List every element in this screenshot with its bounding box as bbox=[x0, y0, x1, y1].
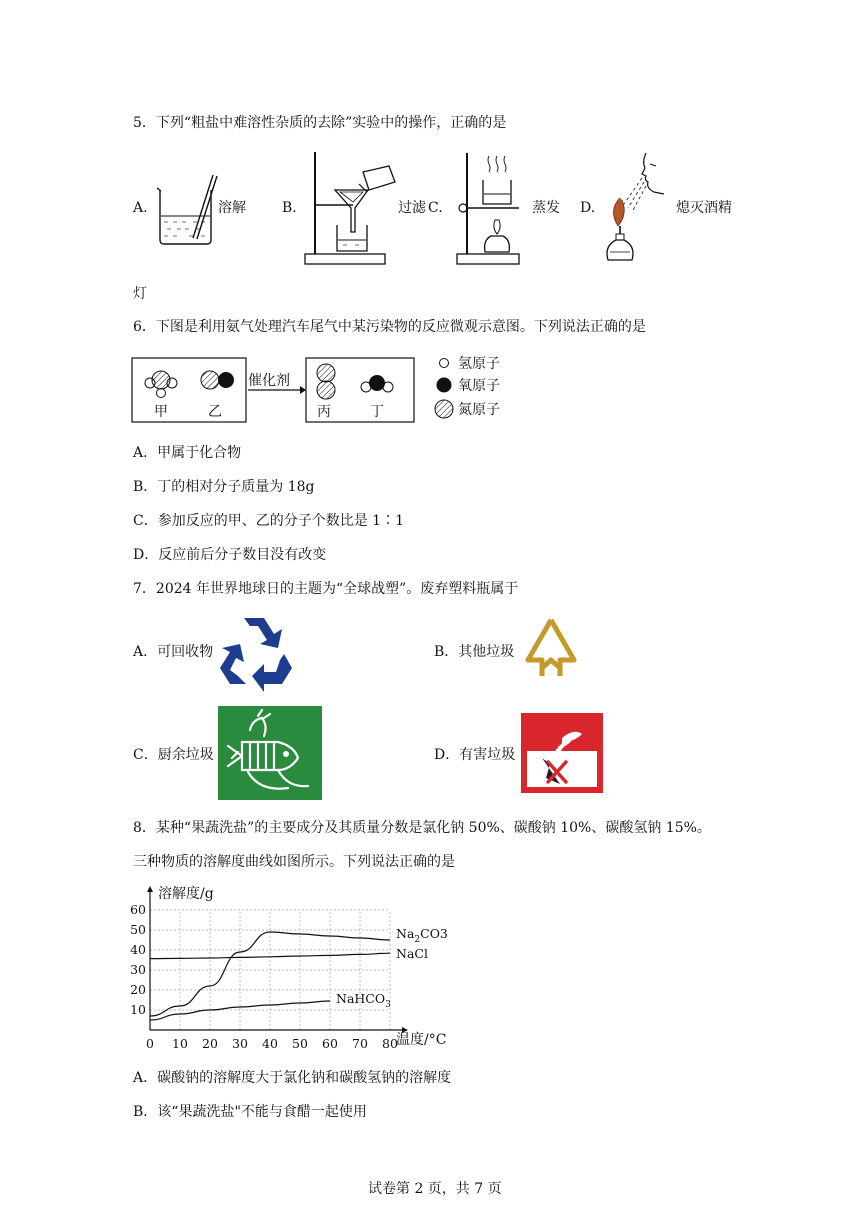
q5-option-d-letter: D. bbox=[580, 200, 596, 216]
label-ding: 丁 bbox=[370, 404, 384, 420]
chart-y-axis-label: 溶解度/g bbox=[158, 886, 214, 902]
q5-wrap-text: 灯 bbox=[133, 286, 147, 302]
oxygen-atom-icon bbox=[437, 378, 452, 393]
series-label-1: NaCl bbox=[396, 946, 428, 962]
q6-option-c: C．参加反应的甲、乙的分子个数比是 1∶1 bbox=[133, 513, 404, 529]
q8-stem-line1: 8．某种“果蔬洗盐”的主要成分及其质量分数是氯化钠 50%、碳酸钠 10%、碳酸氢钠 15%。 bbox=[133, 820, 711, 836]
filtration-apparatus-icon bbox=[303, 150, 399, 268]
q8-option-a: A．碳酸钠的溶解度大于氯化钠和碳酸氢钠的溶解度 bbox=[133, 1070, 452, 1086]
label-jia: 甲 bbox=[154, 404, 168, 420]
recycle-icon bbox=[218, 614, 294, 688]
q5-option-c-letter: C. bbox=[428, 200, 443, 216]
x-tick-label-60: 60 bbox=[322, 1036, 338, 1051]
q6-option-a: A．甲属于化合物 bbox=[133, 445, 242, 461]
q5-stem: 5．下列“粗盐中难溶性杂质的去除”实验中的操作，正确的是 bbox=[133, 115, 507, 131]
q8-stem-line2: 三种物质的溶解度曲线如图所示。下列说法正确的是 bbox=[133, 854, 455, 870]
catalyst-label: 催化剂 bbox=[248, 373, 290, 389]
x-tick-label-40: 40 bbox=[262, 1036, 278, 1051]
y-tick-label-60: 60 bbox=[130, 902, 146, 917]
x-tick-label-50: 50 bbox=[292, 1036, 308, 1051]
chart-x-axis-label: 温度/°C bbox=[396, 1032, 447, 1048]
q5-option-b-label: 过滤 bbox=[398, 200, 426, 216]
x-tick-label-0: 0 bbox=[146, 1036, 154, 1051]
reactant-box bbox=[132, 358, 246, 422]
y-tick-label-40: 40 bbox=[130, 942, 146, 957]
other-waste-icon bbox=[522, 616, 580, 686]
reaction-diagram bbox=[130, 352, 520, 426]
q5-option-a-label: 溶解 bbox=[218, 200, 246, 216]
x-tick-label-20: 20 bbox=[202, 1036, 218, 1051]
hydrogen-atom-icon bbox=[440, 359, 449, 368]
alcohol-lamp-blowing-icon bbox=[602, 148, 674, 268]
legend-hydrogen: 氢原子 bbox=[458, 356, 500, 372]
q5-option-d-label: 熄灭酒精 bbox=[676, 200, 732, 216]
legend-nitrogen: 氮原子 bbox=[458, 402, 500, 418]
q6-option-d: D．反应前后分子数目没有改变 bbox=[133, 547, 327, 563]
legend-oxygen: 氧原子 bbox=[458, 378, 500, 394]
q7-option-d: D．有害垃圾 bbox=[434, 747, 516, 763]
q6-option-b: B．丁的相对分子质量为 18g bbox=[133, 479, 315, 495]
q8-option-b: B．该“果蔬洗盐"不能与食醋一起使用 bbox=[133, 1104, 367, 1120]
solubility-chart bbox=[120, 880, 480, 1060]
hazardous-waste-icon bbox=[520, 712, 604, 794]
q5-option-a-letter: A. bbox=[133, 200, 148, 216]
y-tick-label-50: 50 bbox=[130, 922, 146, 937]
x-tick-label-30: 30 bbox=[232, 1036, 248, 1051]
label-bing: 丙 bbox=[317, 404, 331, 420]
y-tick-label-10: 10 bbox=[130, 1002, 146, 1017]
label-yi: 乙 bbox=[208, 404, 222, 420]
x-tick-label-70: 70 bbox=[352, 1036, 368, 1051]
y-axis-arrow bbox=[147, 886, 153, 892]
kitchen-waste-icon bbox=[218, 706, 322, 800]
beaker-stirring-icon bbox=[155, 172, 221, 247]
q7-option-b: B．其他垃圾 bbox=[434, 644, 515, 660]
q7-option-a: A．可回收物 bbox=[133, 644, 214, 660]
page-footer: 试卷第 2 页，共 7 页 bbox=[368, 1181, 502, 1197]
q7-stem: 7．2024 年世界地球日的主题为“全球战塑”。废弃塑料瓶属于 bbox=[133, 581, 519, 597]
series-label-0: $Na_2CO3$ bbox=[396, 926, 448, 945]
series-label-2: NaHCO$_3$ bbox=[336, 991, 391, 1010]
x-tick-label-80: 80 bbox=[382, 1036, 398, 1051]
q7-option-c: C．厨余垃圾 bbox=[133, 747, 214, 763]
q5-option-c-label: 蒸发 bbox=[532, 200, 560, 216]
q5-option-b-letter: B. bbox=[282, 200, 297, 216]
y-tick-label-30: 30 bbox=[130, 962, 146, 977]
q6-stem: 6．下图是利用氨气处理汽车尾气中某污染物的反应微观示意图。下列说法正确的是 bbox=[133, 319, 646, 335]
evaporation-apparatus-icon bbox=[447, 150, 527, 268]
nitrogen-atom-icon bbox=[435, 400, 453, 418]
x-tick-label-10: 10 bbox=[172, 1036, 188, 1051]
y-tick-label-20: 20 bbox=[130, 982, 146, 997]
